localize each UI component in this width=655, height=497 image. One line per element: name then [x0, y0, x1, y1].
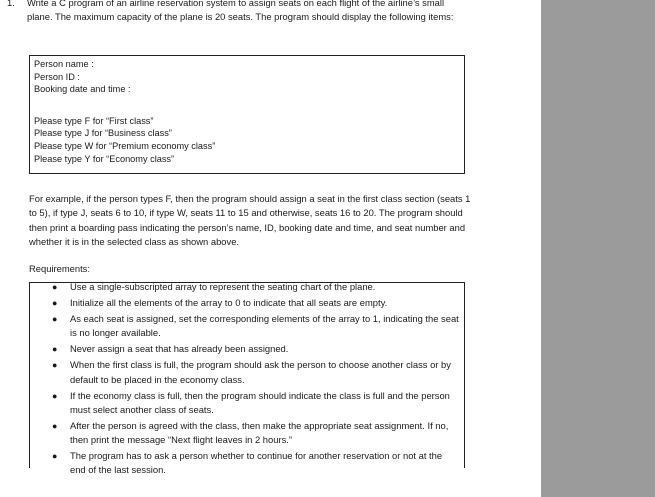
requirements-list	[30, 280, 464, 479]
bullet-icon: ●	[52, 298, 58, 309]
box-line-business-class: Please type J for “Business class”	[34, 128, 172, 139]
list-item: ● After the person is agreed with the class, then make the appropriate seat assignment. If no, then print the message “Next flight leaves in 2 hours.”	[52, 419, 449, 445]
question-number: 1.	[7, 0, 15, 8]
list-item: ● Initialize all the elements of the array to 0 to indicate that all seats are empty.	[30, 296, 464, 310]
list-item: ● If the economy class is full, then the program should indicate the class is full and the person must select another class of seats.	[52, 389, 450, 415]
list-item: ● Use a single-subscripted array to represent the seating chart of the plane.	[30, 280, 464, 294]
box-line-person-name: Person name :	[34, 59, 94, 69]
list-item: ● As each seat is assigned, set the corresponding elements of the array to 1, indicating the seat is no longer available.	[52, 313, 459, 339]
bullet-icon: ●	[52, 451, 58, 462]
box-line-economy-class: Please type Y for “Economy class”	[34, 153, 175, 164]
example-paragraph: For example, if the person types F, then the program should assign a seat in the first class section (seats 1 to 5), if type J, seats 6 to 10, if type W, seats 11 to 15 and otherwise, seats 16 to 20. The program should then print a boarding pass indicating the person’s name, ID, booking date and time, and seat number and whether it is in the selected class as shown above.	[29, 193, 471, 247]
bullet-icon: ●	[52, 282, 58, 292]
side-margin-panel	[541, 0, 655, 497]
requirements-box	[29, 281, 465, 476]
list-item: ● Never assign a seat that has already been assigned.	[30, 342, 464, 356]
question-text: Write a C program of an airline reservation system to assign seats on each flight of the airline’s small plane. The maximum capacity of the plane is 20 seats. The program should display the following items:	[27, 0, 454, 22]
box-line-premium-economy: Please type W for “Premium economy class”	[34, 140, 216, 151]
requirements-heading: Requirements:	[29, 263, 90, 274]
bullet-icon: ●	[52, 360, 58, 371]
box-line-booking-date: Booking date and time :	[34, 84, 131, 95]
bullet-icon: ●	[52, 390, 58, 401]
display-items-box	[29, 55, 465, 174]
list-item: ● When the first class is full, the program should ask the person to choose another class or by default to be placed in the economy class.	[52, 359, 451, 385]
bullet-icon: ●	[52, 314, 58, 325]
box-line-first-class: Please type F for “First class”	[34, 115, 154, 126]
box-line-person-id: Person ID :	[34, 71, 80, 82]
list-item: ● The program has to ask a person whether to continue for another reservation or not at the end of the last session.	[52, 450, 443, 476]
bullet-icon: ●	[52, 420, 58, 431]
bullet-icon: ●	[52, 344, 58, 355]
